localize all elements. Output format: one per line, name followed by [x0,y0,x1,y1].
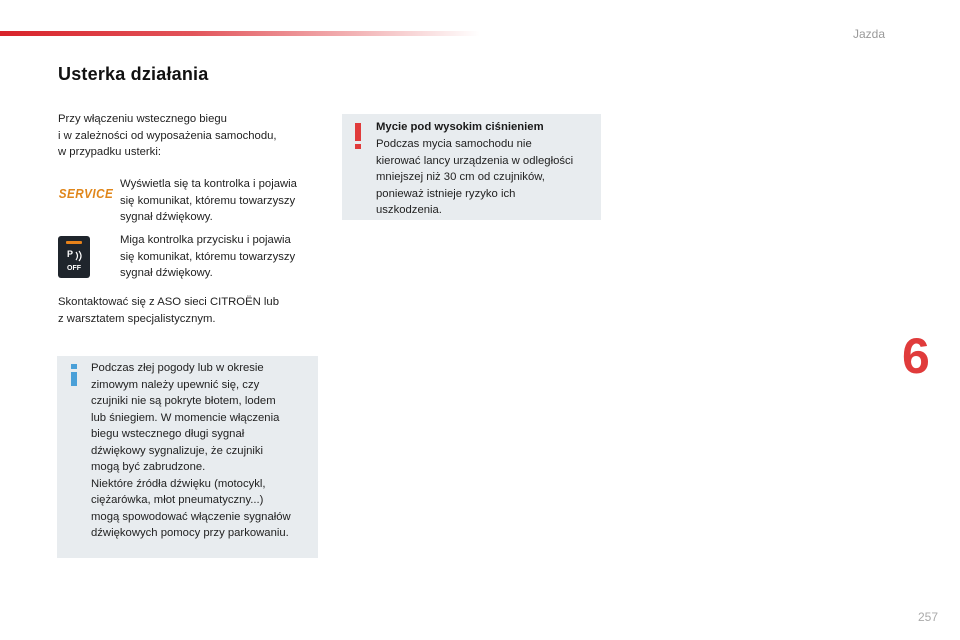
info-line: dźwiękowy sygnalizuje, że czujniki [91,444,264,457]
section-name: Jazda [852,27,885,41]
warning-line: mniejszej niż 30 cm od czujników, [376,171,545,183]
intro-paragraph [58,111,318,161]
chapter-number: 6 [902,328,930,384]
intro-line: i w zależności od wyposażenia samochodu, [58,129,277,142]
info-line: zimowym należy upewnić się, czy [91,378,260,391]
info-note-box [57,356,318,558]
sensor-waves-icon [74,250,86,264]
info-line: Podczas złej pogody lub w okresie [91,362,264,374]
info-line: lub śniegiem. W momencie włączenia [91,411,280,424]
park-assist-row [58,230,320,286]
intro-line: Przy włączeniu wstecznego biegu [58,113,227,125]
service-warning-icon [58,178,114,208]
info-icon [69,364,79,386]
contact-paragraph [58,294,320,327]
park-icon-letter: P [67,249,74,259]
park-assist-description [120,232,320,282]
contact-line: Skontaktować się z ASO sieci CITROËN lub [58,296,279,308]
info-line: biegu wstecznego długi sygnał [91,428,245,440]
warning-line: kierować lancy urządzenia w odległości [376,154,574,167]
page-title: Usterka działania [58,64,209,84]
info-note-text [91,360,313,542]
contact-line: z warsztatem specjalistycznym. [58,312,216,325]
header-accent-bar [0,31,480,36]
page-number: 257 [917,610,938,624]
info-line: mogą spowodować włączenie sygnałów [91,510,291,523]
indicator-light [66,241,82,244]
park-line: się komunikat, któremu towarzyszy [120,250,296,263]
info-line: Niektóre źródła dźwięku (motocykl, [91,477,266,490]
warning-text [376,136,598,219]
service-line: sygnał dźwiękowy. [120,211,213,223]
warning-line: uszkodzenia. [376,204,442,216]
warning-title: Mycie pod wysokim ciśnieniem [376,121,544,133]
service-description [120,176,320,226]
park-icon-off-label: OFF [67,265,81,272]
service-row [58,174,320,224]
warning-line: Podczas mycia samochodu nie [376,138,532,150]
info-line: czujniki nie są pokryte błotem, lodem [91,395,276,407]
info-line: mogą być zabrudzone. [91,461,206,473]
info-line: ciężarówka, młot pneumatyczny...) [91,494,264,506]
service-line: się komunikat, któremu towarzyszy [120,194,296,207]
intro-line: w przypadku usterki: [58,146,161,158]
warning-note-box [342,114,601,220]
exclamation-warning-icon [354,123,362,151]
park-assist-button-icon [58,236,90,278]
park-assist-off-icon [58,236,90,278]
warning-line: ponieważ istnieje ryzyko ich [376,187,516,200]
service-line: Wyświetla się ta kontrolka i pojawia [120,178,297,190]
info-line: dźwiękowych pomocy przy parkowaniu. [91,527,289,539]
park-line: Miga kontrolka przycisku i pojawia [120,234,291,246]
service-logo-text: SERVICE [58,185,114,201]
park-line: sygnał dźwiękowy. [120,267,213,279]
